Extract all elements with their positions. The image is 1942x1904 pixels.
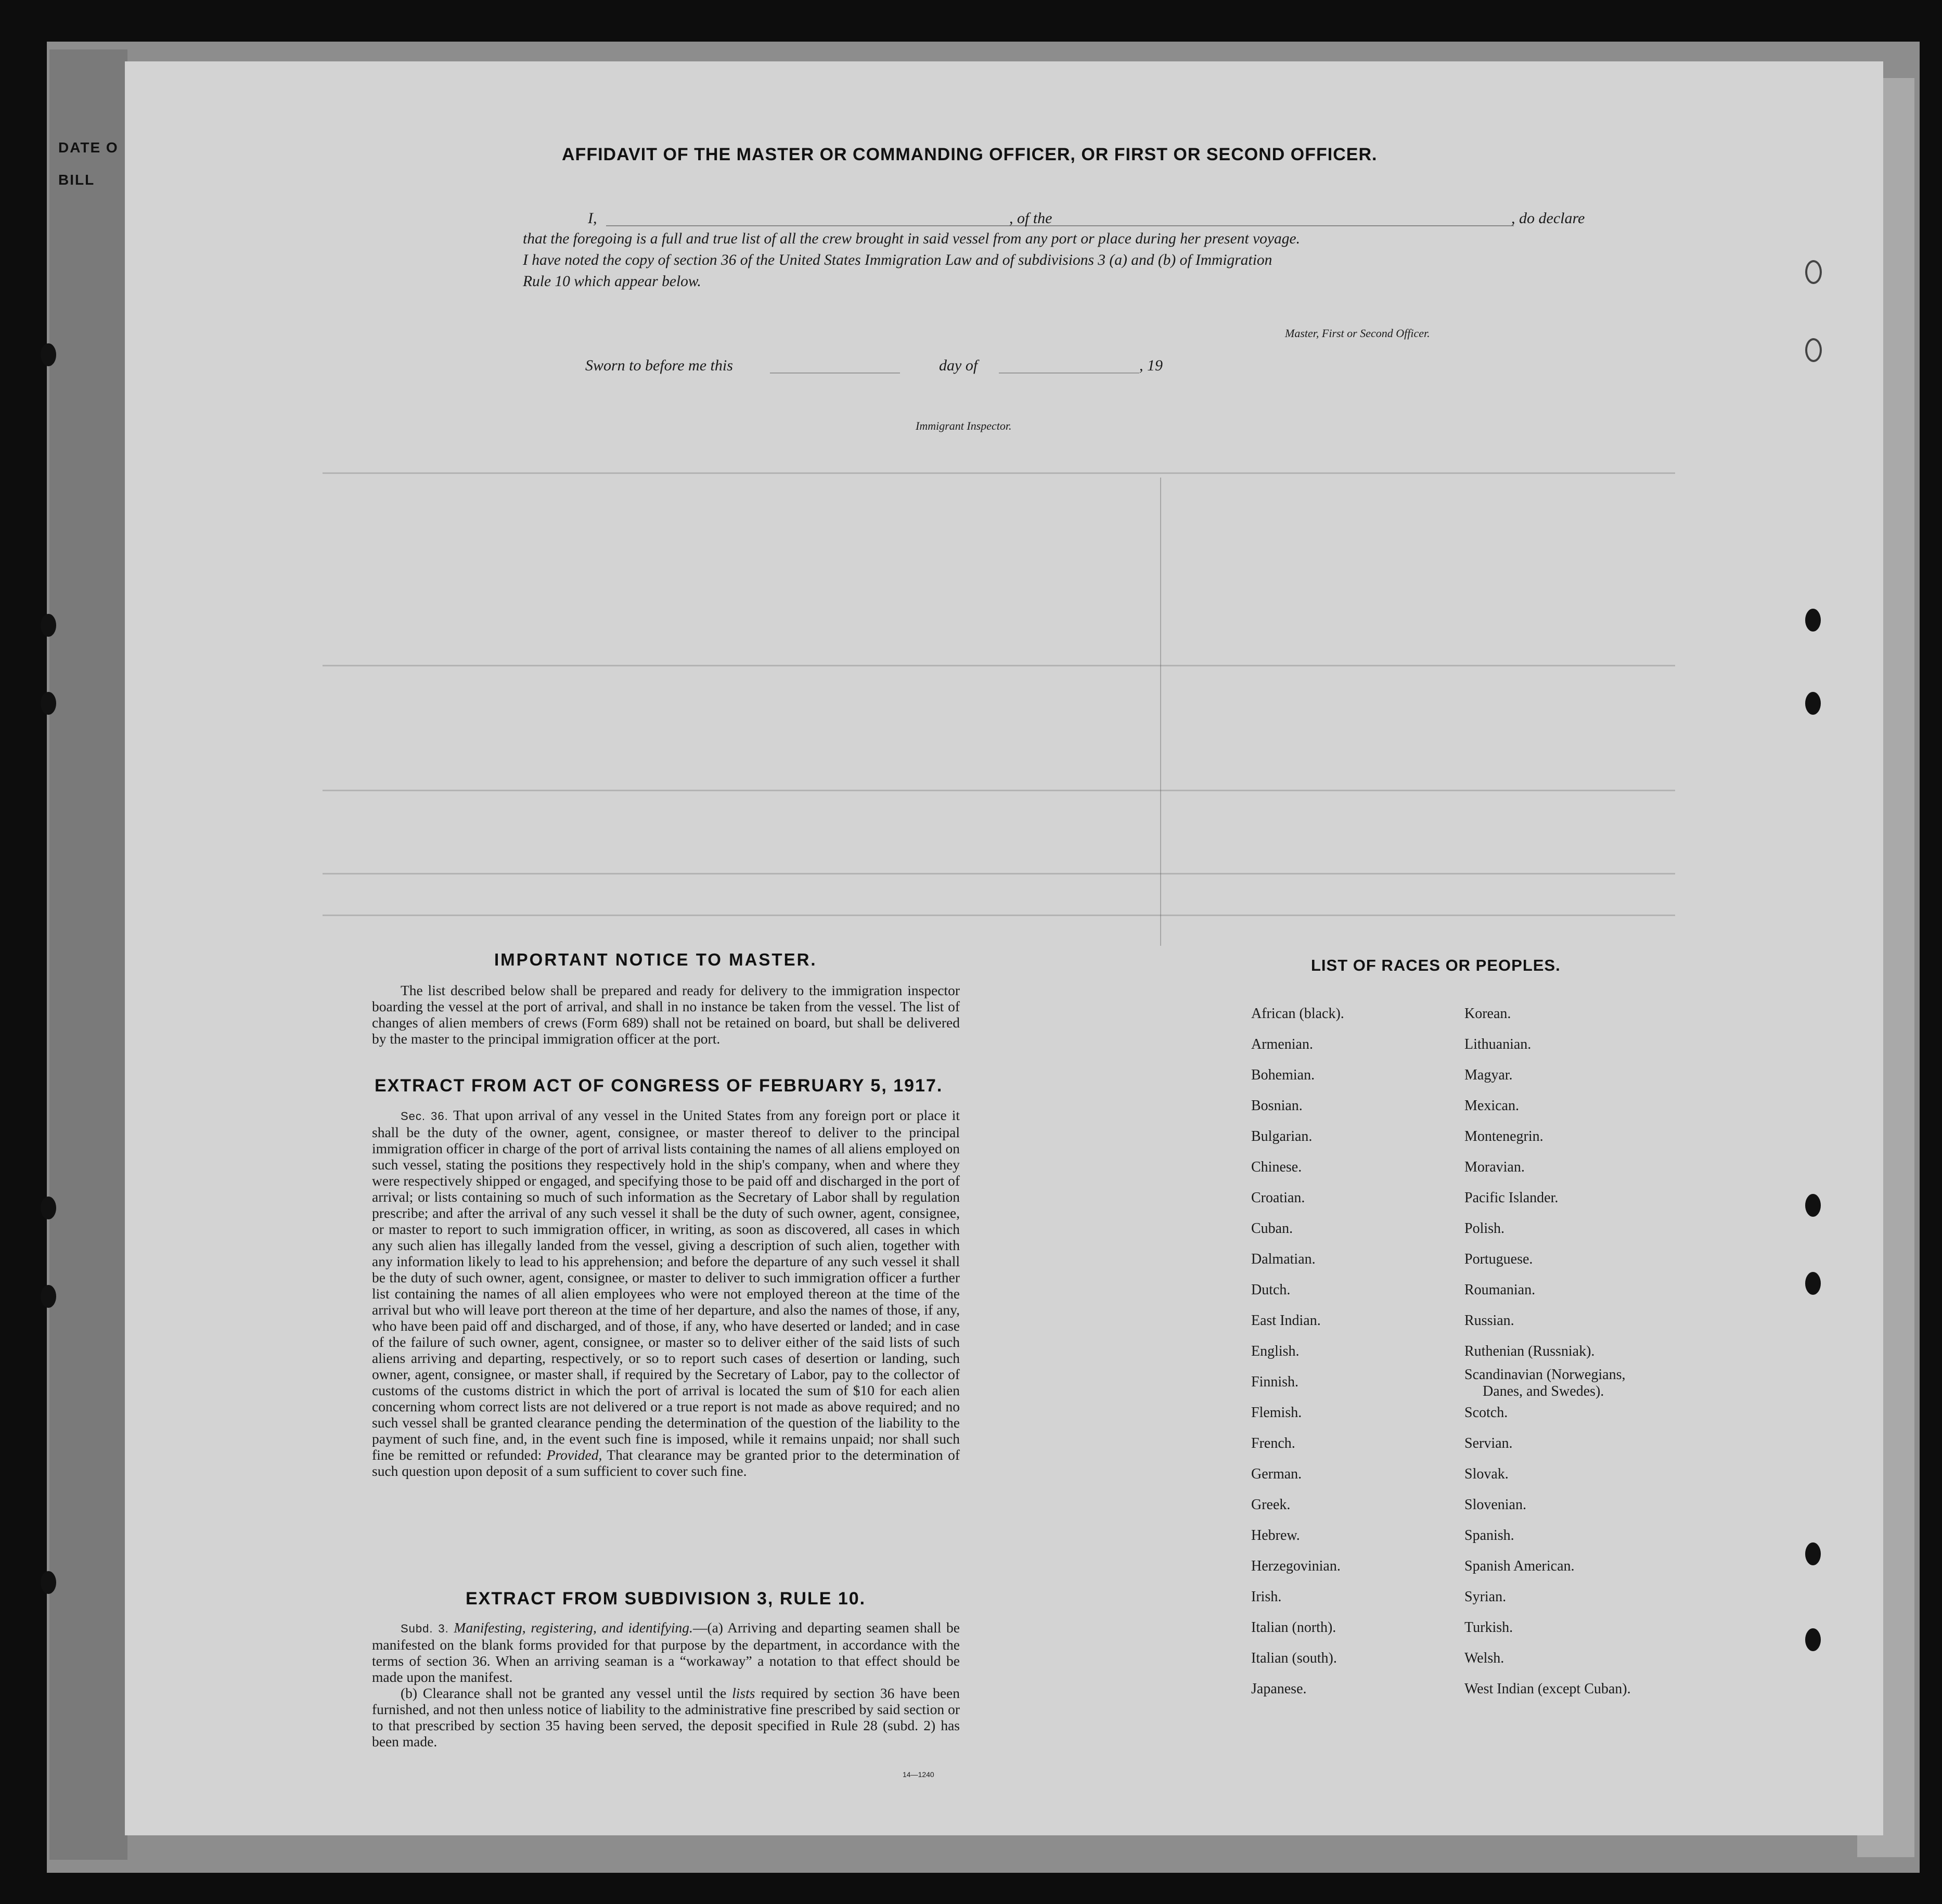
race-item-right: Russian. [1464,1313,1514,1329]
race-item-left: Herzegovinian. [1251,1558,1341,1574]
lists-word: lists [732,1685,755,1701]
race-item-left: Japanese. [1251,1681,1307,1697]
ghost-row [323,472,1675,474]
race-item-left: Armenian. [1251,1036,1313,1052]
race-item-right: Syrian. [1464,1589,1507,1605]
sworn-day-blank[interactable] [770,372,900,374]
binding-hole [41,1571,56,1594]
strip-date-label: DATE O [58,139,119,156]
affidavit-title: AFFIDAVIT OF THE MASTER OR COMMANDING OFFICER, OR FIRST OR SECOND OFFICER. [562,145,1378,164]
binding-hole [1805,1542,1821,1565]
sec-label: Sec. 36. [401,1110,448,1123]
affidavit-i-label: I, [588,210,597,227]
race-item-left: Irish. [1251,1589,1282,1605]
notice-text [372,982,960,1047]
race-item-left: Dutch. [1251,1282,1291,1298]
race-item-left: German. [1251,1466,1302,1482]
binding-hole [41,343,56,366]
race-item-right: Ruthenian (Russniak). [1464,1343,1595,1359]
inspector-signature-label: Immigrant Inspector. [916,419,1012,432]
race-item-right: Mexican. [1464,1098,1519,1114]
binding-hole [1805,609,1821,632]
act-extract-title: EXTRACT FROM ACT OF CONGRESS OF FEBRUARY 5, 1917. [375,1076,943,1096]
fold-line [1160,478,1161,946]
race-item-left: Bohemian. [1251,1067,1315,1083]
sworn-label: Sworn to before me this [585,357,733,374]
race-item-right: Scotch. [1464,1405,1508,1421]
race-item-right: Scandinavian (Norwegians, [1464,1367,1626,1383]
race-item-right: Spanish American. [1464,1558,1575,1574]
strip-bill-label: BILL [58,172,95,188]
race-item-right: Moravian. [1464,1159,1525,1175]
vessel-blank-line[interactable] [1077,225,1514,226]
race-item-left: Chinese. [1251,1159,1302,1175]
races-title: LIST OF RACES OR PEOPLES. [1311,956,1561,974]
race-item-right: Spanish. [1464,1527,1514,1543]
race-item-left: Finnish. [1251,1374,1299,1390]
binding-hole [41,1197,56,1219]
binding-hole [41,692,56,715]
race-item-left: Italian (south). [1251,1650,1337,1666]
race-item-left: Bulgarian. [1251,1128,1313,1144]
race-item-right: Polish. [1464,1220,1505,1237]
ghost-row [323,915,1675,916]
race-item-left: East Indian. [1251,1313,1321,1329]
binding-hole [1805,692,1821,715]
subd-heading: Manifesting, registering, and identifying. [454,1619,693,1636]
race-item-right: Slovak. [1464,1466,1509,1482]
race-item-left: Italian (north). [1251,1619,1336,1636]
race-item-right: Servian. [1464,1435,1513,1451]
race-item-right: Welsh. [1464,1650,1504,1666]
subd-para-a: —(a) Arriving and departing seamen shall be manifested on the blank forms provided for that purpose by the department, in accordance with the terms of section 36. When an arriving seaman is a “workaway” a notation to that effect should be made upon the manifest. [372,1619,960,1685]
act-extract-text [372,1107,960,1479]
ghost-row [323,790,1675,791]
race-item-left: Bosnian. [1251,1098,1303,1114]
sec-36-text: That upon arrival of any vessel in the United States from any foreign port or place it shall be the duty of the owner, agent, consignee, or master thereof to deliver to the principal immigration officer in charge of the port of arrival lists containing the names of all aliens employed on such vessel, stating the positions they respectively hold in the ship's company, when and where they were respectively shipped or engaged, and specifying those to be paid off and discharged in the port of arrival; or lists containing so much of such information as the Secretary of Labor shall by regulation prescribe; and after the arrival of any such vessel it shall be the duty of such owner, agent, consignee, or master to report to such immigration officer, in writing, as soon as discovered, all cases in which any such alien has illegally landed from the vessel, giving a description of such alien, together with any information likely to lead to his apprehension; and before the departure of any such vessel it shall be the duty of such owner, agent, consignee, or master to deliver to such immigration officer a further list containing the names of all alien employees who were not employed thereon at the time of the arrival but who will leave port thereon at the time of her departure, and also the names of those, if any, who have been paid off and discharged, and of those, if any, who have deserted or landed; and in case of the failure of such owner, agent, consignee, or master so to deliver either of the said lists of such aliens arriving and departing, respectively, or so to report such cases of desertion or landing, such owner, agent, consignee, or master shall, if required by the Secretary of Labor, pay to the collector of customs of the customs district in which the port of arrival is located the sum of $10 for each alien concerning whom correct lists are not delivered or a true report is not made as above required; and no such vessel shall be granted clearance pending the determination of the question of the liability to the payment of such fine, and, in the event such fine is imposed, while it remains unpaid; nor shall such fine be remitted or refunded: [372,1107,960,1463]
race-scandinavian-cont: Danes, and Swedes). [1483,1383,1604,1399]
sworn-month-blank[interactable] [999,372,1139,374]
race-item-right: Portuguese. [1464,1251,1533,1267]
race-item-right: West Indian (except Cuban). [1464,1681,1631,1697]
affidavit-line-2: that the foregoing is a full and true list of all the crew brought in said vessel from any port or place during her present voyage. [523,230,1300,247]
ghost-row [323,665,1675,666]
race-item-right: Lithuanian. [1464,1036,1532,1052]
race-item-left: French. [1251,1435,1295,1451]
rule-extract-title: EXTRACT FROM SUBDIVISION 3, RULE 10. [466,1589,866,1609]
provided-word: Provided, [546,1447,602,1463]
affidavit-do-declare: , do declare [1511,210,1585,227]
race-item-left: Hebrew. [1251,1527,1300,1543]
subd-para-b-end: required by section 36 have been furnished, and not then unless notice of liability to the administrative fine prescribed by said section or to that prescribed by section 35 having been served, the deposit specified in Rule 28 (subd. 2) has been made. [372,1685,960,1749]
binding-hole [1805,260,1822,284]
ghost-row [323,873,1675,874]
binding-hole [1805,338,1822,362]
race-item-right: Pacific Islander. [1464,1190,1559,1206]
form-number: 14—1240 [903,1770,934,1779]
rule-extract-text [372,1619,960,1749]
race-item-left: English. [1251,1343,1300,1359]
race-item-left: Greek. [1251,1497,1291,1513]
race-item-left: Croatian. [1251,1190,1305,1206]
race-item-left: Cuban. [1251,1220,1293,1237]
binding-hole [41,1285,56,1308]
binding-hole [41,614,56,637]
master-signature-label: Master, First or Second Officer. [1285,327,1430,340]
sec-36-text-end: That clearance may be granted prior to the determination of such question upon deposit of a sum sufficient to cover such fine. [372,1447,960,1479]
race-item-left: African (black). [1251,1006,1344,1022]
binding-hole [1805,1628,1821,1651]
affidavit-line-4: Rule 10 which appear below. [523,273,701,290]
affidavit-of-the: , of the [1009,210,1052,227]
race-item-left: Dalmatian. [1251,1251,1316,1267]
affidavit-line-3: I have noted the copy of section 36 of the United States Immigration Law and of subdivisions 3 (a) and (b) of Immigration [523,252,1272,268]
race-item-right: Magyar. [1464,1067,1513,1083]
subd-label: Subd. 3. [401,1622,449,1635]
binding-hole [1805,1272,1821,1295]
notice-paragraph: The list described below shall be prepared and ready for delivery to the immigration inspector boarding the vessel at the port of arrival, and shall in no instance be taken from the vessel. The list of changes of alien members of crews (Form 689) shall not be retained on board, but shall be delivered by the master to the principal immigration officer at the port. [372,982,960,1047]
notice-title: IMPORTANT NOTICE TO MASTER. [494,950,817,969]
race-item-right: Turkish. [1464,1619,1513,1636]
race-item-right: Roumanian. [1464,1282,1536,1298]
subd-para-b-start: (b) Clearance shall not be granted any vessel until the [401,1685,727,1701]
left-page-strip [49,49,127,1860]
binding-hole [1805,1194,1821,1217]
race-item-right: Korean. [1464,1006,1511,1022]
day-of-label: day of [939,357,978,374]
race-item-right: Slovenian. [1464,1497,1526,1513]
year-label: , 19 [1139,357,1163,374]
race-item-left: Flemish. [1251,1405,1302,1421]
race-item-right: Montenegrin. [1464,1128,1544,1144]
manifest-page [125,61,1883,1835]
